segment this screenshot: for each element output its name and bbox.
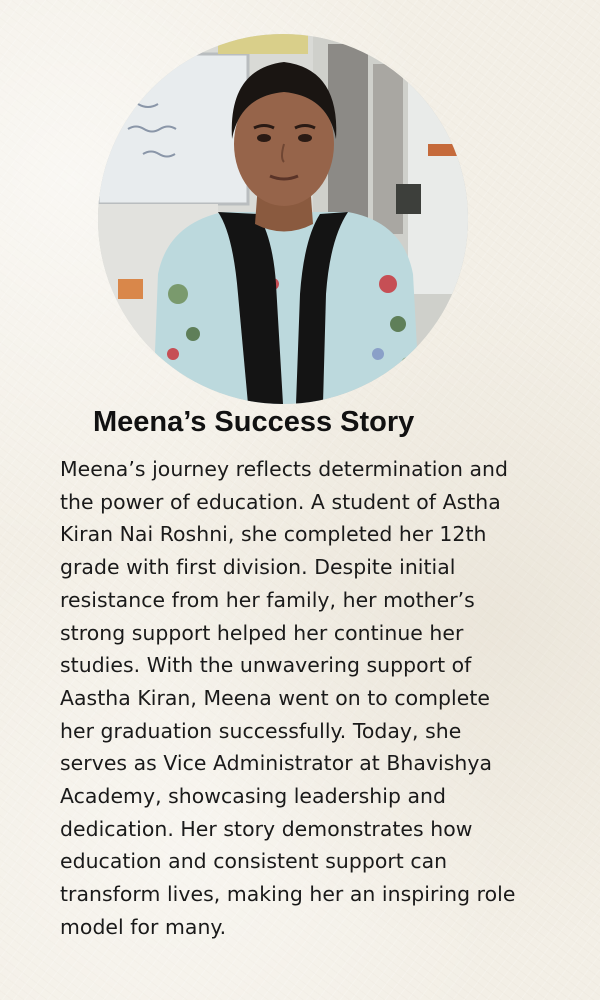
story-line: Aastha Kiran, Meena went on to complete [60,685,490,710]
story-paragraph [60,453,575,944]
story-line: transform lives, making her an inspiring role [60,882,516,907]
story-title: Meena’s Success Story [93,406,415,438]
story-line: Kiran Nai Roshni, she completed her 12th [60,522,487,547]
story-line: model for many. [60,914,227,939]
story-line: Academy, showcasing leadership and [60,784,446,809]
story-line: strong support helped her continue her [60,620,464,645]
story-line: the power of education. A student of Astha [60,489,501,514]
story-line: grade with first division. Despite initial [60,555,456,580]
story-line: serves as Vice Administrator at Bhavishya [60,751,493,776]
story-line: studies. With the unwavering support of [60,653,472,678]
story-line: her graduation successfully. Today, she [60,718,462,743]
portrait-photo [98,34,468,404]
story-line: resistance from her family, her mother’s [60,587,475,612]
story-line: dedication. Her story demonstrates how [60,816,473,841]
story-line: Meena’s journey reflects determination and [60,457,508,481]
story-line: education and consistent support can [60,849,448,874]
